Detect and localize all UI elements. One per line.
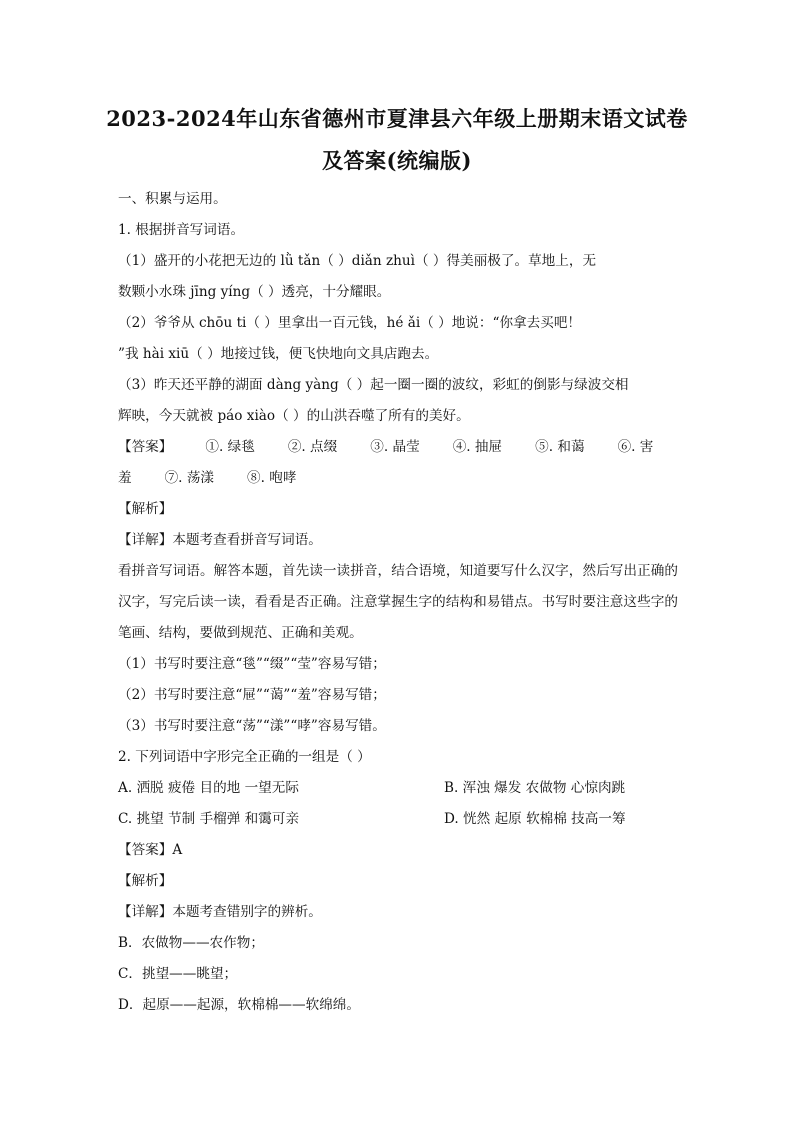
correction-line: D．起原——起源，软棉棉——软绵绵。 — [118, 997, 360, 1013]
question-2-answer: 【答案】A — [118, 842, 183, 858]
note-line: （2）书写时要注意“屉”“蔼”“羞”容易写错； — [118, 687, 386, 703]
answer-item: ④. 抽屉 — [452, 439, 503, 455]
question-2-options-row1 — [118, 773, 678, 804]
question-2-stem: 2. 下列词语中字形完全正确的一组是（ ） — [118, 749, 371, 765]
answer-item: ③. 晶莹 — [370, 439, 420, 455]
answer-item: ⑥. 害 — [617, 439, 654, 455]
document-subtitle: 及答案(统编版) — [322, 148, 472, 173]
question-1-part1-line1: （1）盛开的小花把无边的 lǜ tǎn（ ）diǎn zhuì（ ）得美丽极了。草地上，无 — [118, 253, 597, 269]
question-1-part1-line2: 数颗小水珠 jīng yíng（ ）透亮，十分耀眼。 — [118, 284, 391, 300]
answer-label: 【答案】 — [118, 439, 173, 455]
question-1-answers-line1 — [118, 432, 678, 463]
question-1-stem: 1. 根据拼音写词语。 — [118, 222, 245, 238]
detail-heading: 【详解】本题考查看拼音写词语。 — [118, 532, 322, 548]
answer-item: ②. 点缀 — [287, 439, 338, 455]
option-d: D. 恍然 起原 软棉棉 技高一筹 — [444, 811, 626, 827]
answer-item: ①. 绿毯 — [205, 439, 255, 455]
answer-item: ⑦. 荡漾 — [164, 470, 215, 486]
document-title: 2023-2024年山东省德州市夏津县六年级上册期末语文试卷 — [106, 106, 688, 131]
question-1-part3-line1: （3）昨天还平静的湖面 dàng yàng（ ）起一圈一圈的波纹，彩虹的倒影与绿波交相 — [118, 377, 629, 393]
option-b: B. 浑浊 爆发 农做物 心惊肉跳 — [444, 780, 626, 796]
document-body — [118, 184, 678, 1021]
answer-item: ⑤. 和蔼 — [535, 439, 585, 455]
analysis-label: 【解析】 — [118, 501, 173, 517]
analysis-label: 【解析】 — [118, 873, 173, 889]
question-1-part2-line2: ”我 hài xiū（ ）地接过钱，便飞快地向文具店跑去。 — [118, 346, 439, 362]
correction-line: C．挑望——眺望； — [118, 966, 238, 982]
question-2-options-row2 — [118, 804, 678, 835]
answer-item: ⑧. 咆哮 — [247, 470, 297, 486]
note-line: （1）书写时要注意“毯”“缀”“莹”容易写错； — [118, 656, 386, 672]
option-c: C. 挑望 节制 手榴弹 和霭可亲 — [118, 811, 300, 827]
note-line: （3）书写时要注意“荡”“漾”“哮”容易写错。 — [118, 718, 386, 734]
section-heading: 一、积累与运用。 — [118, 191, 227, 207]
question-1-part2-line1: （2）爷爷从 chōu ti（ ）里拿出一百元钱，hé ǎi（ ）地说：“你拿去买吧！ — [118, 315, 582, 331]
detail-heading: 【详解】本题考查错别字的辨析。 — [118, 904, 322, 920]
explanation-paragraph: 看拼音写词语。解答本题，首先读一读拼音，结合语境，知道要写什么汉字，然后写出正确的汉字，写完后读一读，看看是否正确。注意掌握生字的结构和易错点。书写时要注意这些字的笔画、结构，要做到规范、正确和美观。 — [118, 563, 678, 641]
correction-line: B．农做物——农作物； — [118, 935, 264, 951]
answer-item: 羞 — [118, 470, 132, 486]
question-1-answers-line2 — [118, 463, 678, 494]
option-a: A. 洒脱 疲倦 目的地 一望无际 — [118, 780, 299, 796]
question-1-part3-line2: 辉映，今天就被 páo xiào（ ）的山洪吞噬了所有的美好。 — [118, 408, 470, 424]
